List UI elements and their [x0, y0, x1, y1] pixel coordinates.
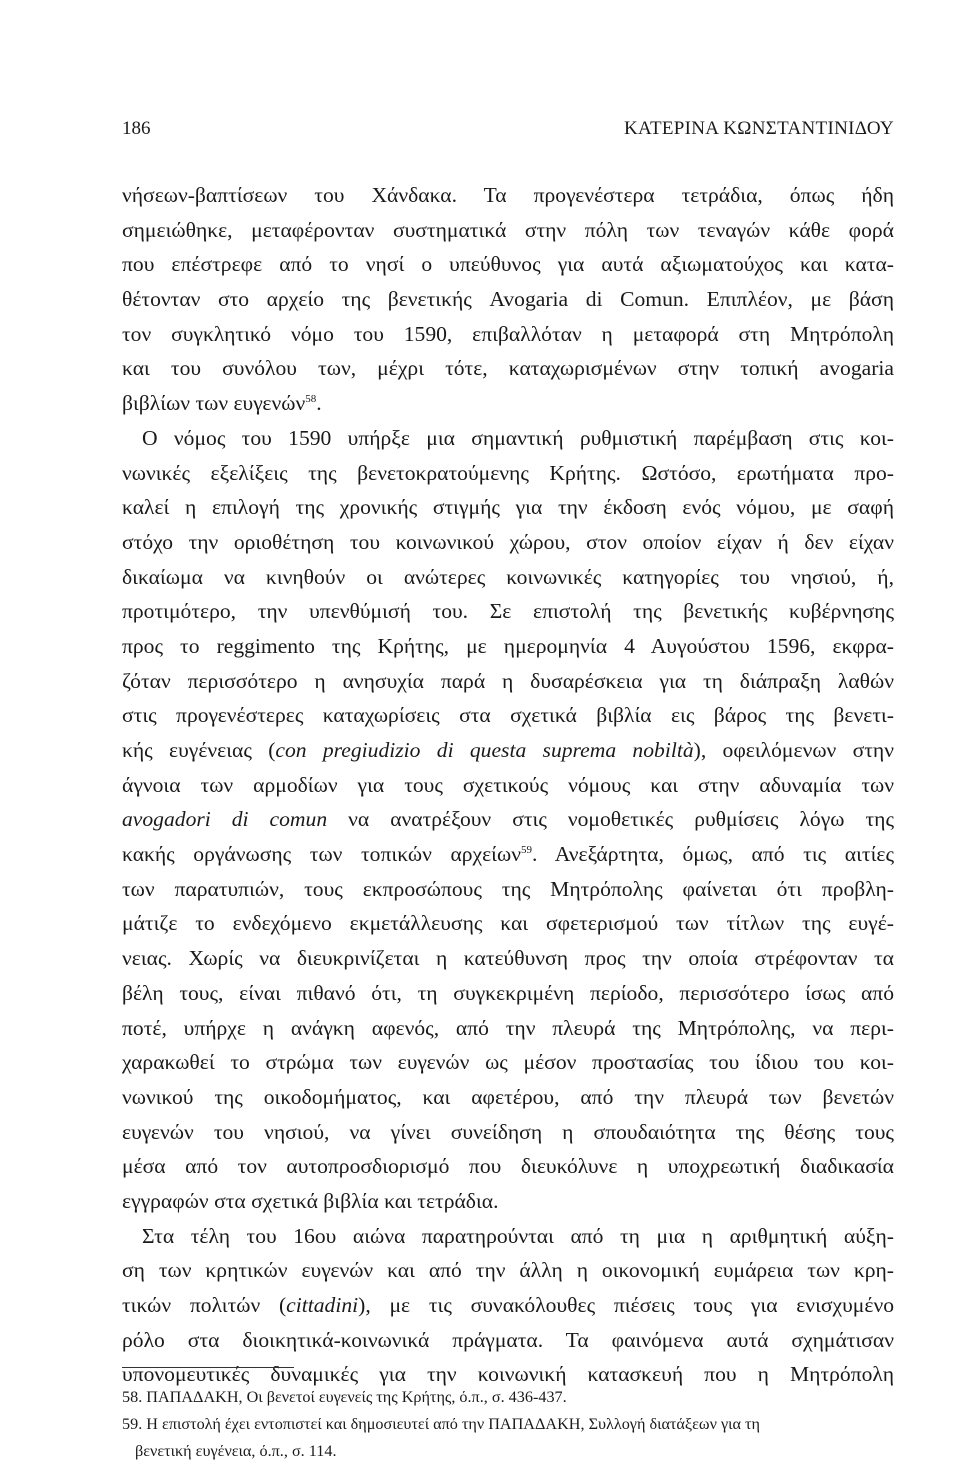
- text-line: προς το reggimento της Κρήτης, με ημερομηνία 4 Αυγούστου 1596, εκφρα-: [122, 633, 894, 658]
- text-line: [122, 1288, 894, 1323]
- text-line: χαρακωθεί το στρώμα των ευγενών ως μέσον προστασίας του ίδιου του κοι-: [122, 1050, 894, 1075]
- footnotes: [122, 1384, 894, 1465]
- page-header: [122, 118, 894, 148]
- text-line: δικαίωμα να κινηθούν οι ανώτερες κοινωνικές κατηγορίες του νησιού, ή,: [122, 564, 894, 589]
- text-line: νειας. Χωρίς να διευκρινίζεται η κατεύθυνση προς την οποία στρέφονταν τα: [122, 946, 894, 971]
- text-line: [122, 386, 894, 421]
- italic-phrase: cittadini: [286, 1293, 359, 1317]
- text-line: μέσα από τον αυτοπροσδιορισμό που διευκόλυνε η υποχρεωτική διαδικασία: [122, 1154, 894, 1179]
- italic-phrase: avogadori di comun: [122, 807, 328, 832]
- text-line: καλεί η επιλογή της χρονικής στιγμής για την έκδοση ενός νόμου, με σαφή: [122, 495, 894, 520]
- page-number: 186: [122, 118, 151, 139]
- text-line: ση των κρητικών ευγενών και από την άλλη η οικονομική ευμάρεια των κρη-: [122, 1258, 894, 1283]
- footnote-text: ΠΑΠΑΔΑΚΗ, Οι βενετοί ευγενείς της Κρήτης, ό.π., σ. 436-437.: [146, 1388, 567, 1406]
- text-segment: . Ανεξάρτητα, όμως, από τις αιτίες: [531, 842, 894, 867]
- text-segment: .: [316, 391, 322, 416]
- text-line: ζόταν περισσότερο η ανησυχία παρά η δυσαρέσκεια για τη διάπραξη λαθών: [122, 668, 894, 693]
- text-segment: τικών πολιτών (: [122, 1293, 287, 1317]
- footnote-59: [122, 1411, 894, 1438]
- text-line: Στα τέλη του 16ου αιώνα παρατηρούνται από τη μια η αριθμητική αύξη-: [142, 1223, 894, 1248]
- text-line: προτιμότερο, την υπενθύμισή του. Σε επιστολή της βενετικής κυβέρνησης: [122, 599, 894, 624]
- running-head-author: ΚΑΤΕΡΙΝΑ ΚΩΝΣΤΑΝΤΙΝΙΔΟΥ: [623, 118, 894, 139]
- footnote-number: 58.: [122, 1388, 143, 1406]
- text-segment: κής ευγένειας (: [122, 738, 276, 762]
- text-line: ρόλο στα διοικητικά-κοινωνικά πράγματα. Τα φαινόμενα αυτά σχημάτισαν: [122, 1327, 894, 1352]
- footnote-58: [122, 1384, 894, 1411]
- text-line: νωνικού της οικοδομήματος, και αφετέρου, από την πλευρά των βενετών: [122, 1084, 894, 1109]
- text-line: βέλη τους, είναι πιθανό ότι, τη συγκεκριμένη περίοδο, περισσότερο ίσως από: [122, 980, 894, 1005]
- text-line: ευγενών του νησιού, να γίνει συνείδηση η σπουδαιότητα της θέσης τους: [122, 1119, 894, 1144]
- text-line: νωνικές εξελίξεις της βενετοκρατούμενης Κρήτης. Ωστόσο, ερωτήματα προ-: [122, 460, 894, 485]
- text-line: στις προγενέστερες καταχωρίσεις στα σχετικά βιβλία εις βάρος της βενετι-: [122, 703, 894, 728]
- text-segment: ), με τις συνακόλουθες πιέσεις τους για ενισχυμένο: [358, 1293, 895, 1317]
- italic-phrase: con pregiudizio di questa suprema nobiltà: [275, 738, 694, 762]
- text-segment: κακής οργάνωσης των τοπικών αρχείων: [122, 842, 521, 867]
- text-line: και του συνόλου των, μέχρι τότε, καταχωρισμένων στην τοπική avogaria: [122, 356, 894, 381]
- text-segment: να ανατρέξουν στις νομοθετικές ρυθμίσεις λόγω της: [327, 807, 894, 832]
- footnote-ref-59[interactable]: 59: [520, 844, 532, 857]
- text-line: ποτέ, υπήρχε η ανάγκη αφενός, από την πλευρά της Μητρόπολης, να περι-: [122, 1015, 894, 1040]
- text-line: [122, 733, 894, 768]
- text-line: [122, 802, 894, 837]
- text-line: υπονομευτικές δυναμικές για την κοινωνική κατασκευή που η Μητρόπολη: [122, 1362, 894, 1387]
- text-line: τον συγκλητικό νόμο του 1590, επιβαλλόταν η μεταφορά στη Μητρόπολη: [122, 321, 894, 346]
- text-line: εγγραφών στα σχετικά βιβλία και τετράδια.: [122, 1188, 499, 1213]
- footnote-text: Η επιστολή έχει εντοπιστεί και δημοσιευτεί από την ΠΑΠΑΔΑΚΗ, Συλλογή διατάξεων για τη: [146, 1415, 760, 1433]
- text-line: [122, 837, 894, 872]
- text-line: νήσεων-βαπτίσεων του Χάνδακα. Τα προγενέστερα τετράδια, όπως ήδη: [122, 183, 894, 207]
- text-line: των παρατυπιών, τους εκπροσώπους της Μητρόπολης φαίνεται ότι προβλη-: [122, 876, 894, 901]
- text-segment: βιβλίων των ευγενών: [122, 391, 306, 416]
- text-line: θέτονταν στο αρχείο της βενετικής Avogaria di Comun. Επιπλέον, με βάση: [122, 287, 894, 312]
- text-line: μάτιζε το ενδεχόμενο εκμετάλλευσης και σφετερισμού των τίτλων της ευγέ-: [122, 911, 894, 936]
- footnote-59-continuation: βενετική ευγένεια, ό.π., σ. 114.: [135, 1442, 337, 1460]
- text-line: στόχο την οριοθέτηση του κοινωνικού χώρου, στον οποίον είχαν ή δεν είχαν: [122, 529, 894, 554]
- text-line: που επέστρεφε από το νησί ο υπεύθυνος για αυτά αξιωματούχος και κατα-: [122, 252, 894, 277]
- main-text: [122, 178, 894, 1392]
- text-line: Ο νόμος του 1590 υπήρξε μια σημαντική ρυθμιστική παρέμβαση στις κοι-: [142, 425, 894, 450]
- text-line: άγνοια των αρμοδίων για τους σχετικούς νόμους και στην αδυναμία των: [122, 772, 894, 797]
- text-line: σημειώθηκε, μεταφέρονταν συστηματικά στην πόλη των τεναγών κάθε φορά: [122, 217, 894, 242]
- footnote-separator: [122, 1367, 294, 1368]
- footnote-number: 59.: [122, 1415, 143, 1433]
- footnote-ref-58[interactable]: 58: [305, 393, 317, 406]
- text-segment: ), οφειλόμενων στην: [693, 738, 894, 762]
